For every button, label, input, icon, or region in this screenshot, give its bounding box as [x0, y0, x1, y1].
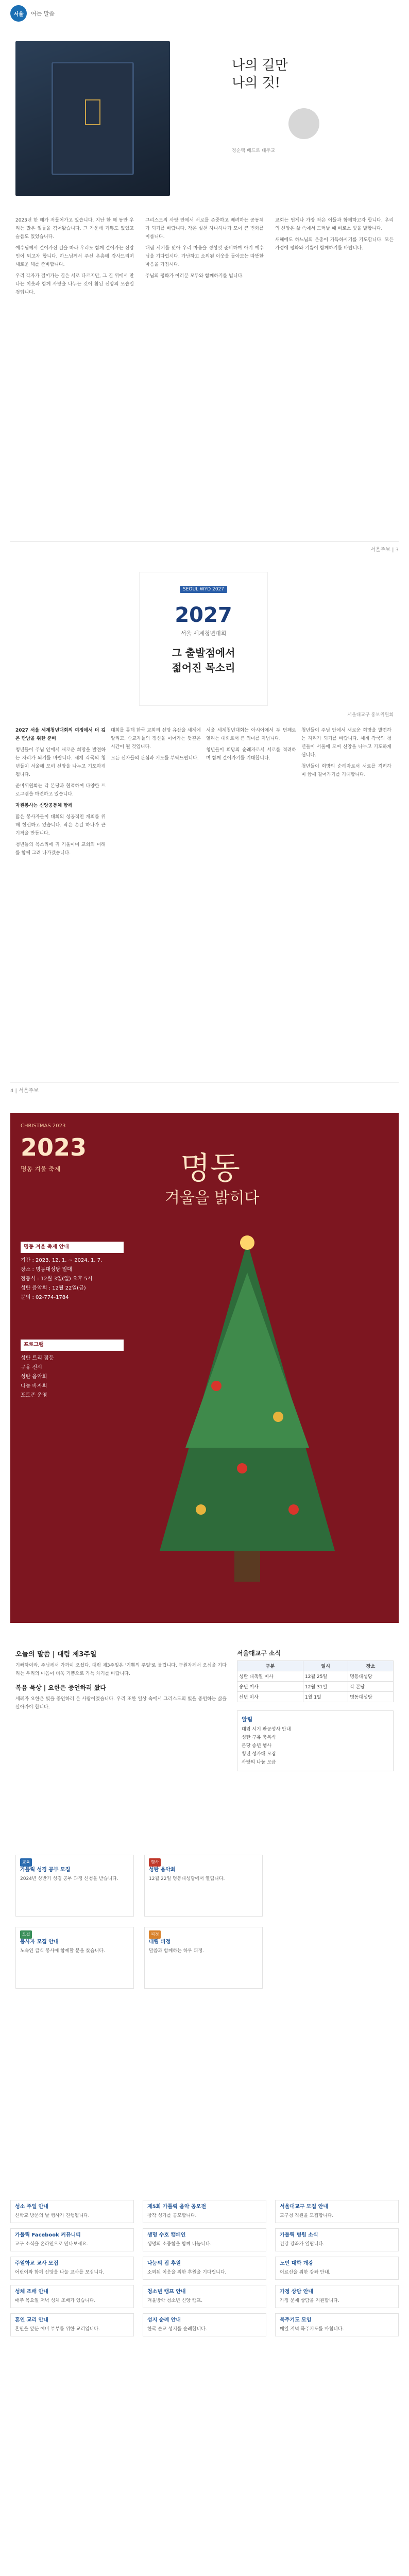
word-body: 세례자 요한은 빛을 증언하러 온 사람이었습니다. 우리 또한 일상 속에서 그리스도의 빛을 증언하는 삶을 살아가야 합니다. [15, 1697, 227, 1710]
notice-card[interactable]: 묵주기도 모임 매일 저녁 묵주기도를 바칩니다. [275, 2313, 399, 2336]
header-label: 여는 말씀 [31, 10, 55, 17]
diocese-news-heading: 서울대교구 소식 [237, 1650, 281, 1657]
diocese-news-box [237, 1649, 394, 1771]
list-item: 사랑의 나눔 모금 [242, 1760, 276, 1765]
section-header [10, 5, 55, 22]
wyd-column-4: 청년들이 주님 안에서 새로운 희망을 발견하는 자리가 되기를 바랍니다. 세계 각국의 청년들이 서울에 모여 신앙을 나누고 기도하게 됩니다. 청년들이 희망의 순례자로서 서로를 격려하며 함께 걸어가기를 기대합니다. [301, 728, 391, 777]
wyd-title-1: 그 출발점에서 [172, 647, 235, 659]
notice-box [237, 1710, 394, 1771]
poster-top-label: CHRISTMAS 2023 [21, 1123, 66, 1129]
poster-program-heading: 프로그램 [21, 1340, 124, 1351]
wyd-heading-2: 자원봉사는 신앙공동체 함께 [15, 803, 73, 808]
section-wyd [0, 562, 409, 1097]
notice-card[interactable]: 생명 수호 캠페인 생명의 소중함을 함께 나눕니다. [143, 2228, 266, 2251]
notice-card[interactable]: 가톨릭 Facebook 커뮤니티 교구 소식을 온라인으로 만나보세요. [10, 2228, 134, 2251]
bulletin-logo: 서울 [10, 5, 27, 22]
page-number: 4 | 서울주보 [10, 1088, 39, 1094]
notice-card[interactable]: 나눔의 집 후원 소외된 이웃을 위한 후원을 기다립니다. [143, 2257, 266, 2280]
table-row: 송년 미사 12월 31일 각 본당 [237, 1682, 394, 1692]
wyd-subtitle: 서울 세계청년대회 [180, 630, 227, 637]
page-number: 서울주보 | 3 [370, 547, 399, 553]
word-intro: 기뻐하여라. 주님께서 가까이 오셨다. 대림 제3주일은 '기쁨의 주일'로 불립니다. 구원자께서 오심을 기다리는 우리의 마음이 더욱 기쁨으로 가득 차기를 바랍니다. [15, 1663, 227, 1676]
page-title [232, 57, 288, 92]
title-line-1: 나의 길만 [232, 58, 288, 73]
title-line-2: 나의 것! [232, 75, 281, 91]
bible-book-shape [52, 62, 134, 175]
wyd-column-2: 대회를 통해 한국 교회의 신앙 유산을 세계에 알리고, 순교자들의 정신을 이어가는 뜻깊은 시간이 될 것입니다. 모든 신자들의 관심과 기도를 부탁드립니다. [111, 728, 201, 761]
event-card[interactable]: 행사 성탄 음악회 12월 22일 명동대성당에서 열립니다. [144, 1855, 263, 1917]
tree-trunk [234, 1551, 260, 1582]
table-row: 성탄 대축일 미사 12월 25일 명동대성당 [237, 1671, 394, 1682]
article-column-1: 2023년 한 해가 저물어가고 있습니다. 지난 한 해 동안 우리는 많은 일들을 겪어왔습니다. 그 가운데 기쁨도 있었고 슬픔도 있었습니다. 예수님께서 걸어가신 길을 따라 우리도 함께 걸어가는 신앙인이 되고자 합니다. 하느님께서 주신 은총에 감사드리며 새로운 해를 준비합니다. 우리 각자가 걸어가는 길은 서로 다르지만, 그 길 위에서 만나는 이웃과 함께 사랑을 나누는 것이 참된 신앙의 모습일 것입니다. [15, 218, 134, 295]
notice-column-right [275, 2200, 399, 2342]
article-column-3: 교회는 언제나 가장 작은 이들과 함께하고자 합니다. 우리의 신앙은 삶 속에서 드러날 때 비로소 빛을 발합니다. 새해에도 하느님의 은총이 가득하시기를 기도합니다. 모든 가정에 평화와 기쁨이 함께하기를 바랍니다. [275, 218, 394, 251]
section-christmas-poster [0, 1103, 409, 1633]
event-card[interactable]: 교육 가톨릭 성경 공부 모집 2024년 상반기 성경 공부 과정 신청을 받습니다. [15, 1855, 134, 1917]
ornament-icon [237, 1463, 247, 1473]
word-subheading: 복음 묵상 | 요한은 증언하러 왔다 [15, 1684, 106, 1691]
notice-column-left [10, 2200, 134, 2342]
notice-card[interactable]: 주일학교 교사 모집 어린이와 함께 신앙을 나눌 교사를 모십니다. [10, 2257, 134, 2280]
article-column-2: 그리스도의 사랑 안에서 서로를 존중하고 배려하는 공동체가 되기를 바랍니다. 작은 실천 하나하나가 모여 큰 변화를 이룹니다. 대림 시기를 맞아 우리 마음을 정성껏 준비하며 아기 예수님을 기다립시다. 가난하고 소외된 이웃을 돌아보는 따뜻한 마음을 가집시다. 주님의 평화가 여러분 모두와 함께하기를 빕니다. [145, 218, 264, 279]
ornament-icon [211, 1381, 221, 1391]
notice-card[interactable]: 서울대교구 모집 안내 교구청 직원을 모집합니다. [275, 2200, 399, 2223]
event-card[interactable]: 피정 대림 피정 말씀과 함께하는 하루 피정. [144, 1927, 263, 1989]
wyd-column-3: 서울 세계청년대회는 아시아에서 두 번째로 열리는 대회로서 큰 의미를 지닙니다. 청년들이 희망의 순례자로서 서로를 격려하며 함께 걸어가기를 기대합니다. [206, 728, 296, 761]
notice-card[interactable]: 성지 순례 안내 한국 순교 성지를 순례합니다. [143, 2313, 266, 2336]
poster-program-box: 프로그램 성탄 트리 점등 구유 전시 성탄 음악회 나눔 바자회 포토존 운영 [21, 1340, 124, 1400]
ornament-icon [273, 1412, 283, 1422]
poster-year: 2023 [21, 1133, 87, 1161]
diocese-schedule-table: 구분 일시 장소 성탄 대축일 미사 12월 25일 명동대성당 송년 미사 12월 31일 각 본당 신년 미사 1월 1일 명동대성당 [237, 1660, 394, 1702]
wyd-banner [139, 572, 268, 706]
cross-emboss-icon [85, 99, 100, 125]
wyd-badge: SEOUL WYD 2027 [180, 586, 227, 593]
poster-title: 명동 [180, 1150, 240, 1187]
notice-card[interactable]: 제5회 가톨릭 음악 공모전 창작 성가를 공모합니다. [143, 2200, 266, 2223]
poster-info-box: 명동 겨울 축제 안내 기간 : 2023. 12. 1. ~ 2024. 1. 7. 장소 : 명동대성당 일대 점등식 : 12월 3일(일) 오후 5시 성탄 음악회 : 12월 22일(금) 문의 : 02-774-1784 [21, 1242, 124, 1302]
ornament-icon [196, 1504, 206, 1515]
word-article [15, 1649, 227, 1711]
section-notices-1 [0, 2190, 409, 2576]
author-name: 정순택 베드로 대주교 [232, 148, 275, 154]
notice-card[interactable]: 가정 상담 안내 가정 문제 상담을 지원합니다. [275, 2285, 399, 2308]
tree-layer [185, 1273, 309, 1448]
christmas-poster [10, 1113, 399, 1623]
poster-subtitle: 겨울을 밝히다 [165, 1189, 260, 1207]
christmas-tree-illustration [139, 1231, 355, 1592]
wyd-year: 2027 [175, 603, 232, 627]
bible-photo [15, 41, 170, 196]
wyd-heading-1: 2027 서울 세계청년대회의 여정에서 더 깊은 만남을 위한 준비 [15, 728, 106, 741]
notice-card[interactable]: 혼인 교리 안내 혼인을 앞둔 예비 부부를 위한 교리입니다. [10, 2313, 134, 2336]
author-avatar [288, 108, 319, 139]
list-item: 대림 시기 판공성사 안내 [242, 1727, 291, 1732]
wyd-column-1: 2027 서울 세계청년대회의 여정에서 더 깊은 만남을 위한 준비 청년들이 주님 안에서 새로운 희망을 발견하는 자리가 되기를 바랍니다. 세계 각국의 청년들이 서울에 모여 신앙을 나누고 기도하게 됩니다. 준비위원회는 각 본당과 협력하여 다양한 프로그램을 마련하고 있습니다. 자원봉사는 신앙공동체 함께 많은 봉사자들이 대회의 성공적인 개최를 위해 헌신하고 있습니다. 작은 손길 하나가 큰 기적을 만듭니다. 청년들의 목소리에 귀 기울이며 교회의 미래를 함께 그려 나가겠습니다. [15, 726, 106, 860]
credit-line: 서울대교구 홍보위원회 [347, 713, 394, 718]
notice-column-mid [143, 2200, 266, 2342]
ornament-icon [288, 1504, 299, 1515]
notice-card[interactable]: 청소년 캠프 안내 겨울방학 청소년 신앙 캠프. [143, 2285, 266, 2308]
word-heading: 오늘의 말씀 | 대림 제3주일 [15, 1651, 97, 1658]
section-opening-message [0, 0, 409, 556]
list-item: 본당 송년 행사 [242, 1743, 271, 1749]
notice-card[interactable]: 노인 대학 개강 어르신을 위한 강좌 안내. [275, 2257, 399, 2280]
list-item: 성탄 구유 축복식 [242, 1735, 276, 1740]
poster-subtitle-small: 명동 겨울 축제 [21, 1165, 61, 1173]
notice-card[interactable]: 성체 조배 안내 매주 목요일 저녁 성체 조배가 있습니다. [10, 2285, 134, 2308]
list-item: 청년 성가대 모집 [242, 1752, 276, 1757]
poster-info-heading: 명동 겨울 축제 안내 [21, 1242, 124, 1253]
section-word-of-day [0, 1638, 409, 2184]
star-icon [240, 1235, 254, 1250]
notice-card[interactable]: 성소 주일 안내 신학교 방문의 날 행사가 진행됩니다. [10, 2200, 134, 2223]
notice-card[interactable]: 가톨릭 병원 소식 건강 강좌가 열립니다. [275, 2228, 399, 2251]
notice-heading: 알림 [242, 1716, 253, 1723]
table-row: 신년 미사 1월 1일 명동대성당 [237, 1692, 394, 1702]
wyd-title-2: 젊어진 목소리 [172, 662, 235, 674]
event-card[interactable]: 모집 봉사자 모집 안내 노숙인 급식 봉사에 함께할 분을 찾습니다. [15, 1927, 134, 1989]
